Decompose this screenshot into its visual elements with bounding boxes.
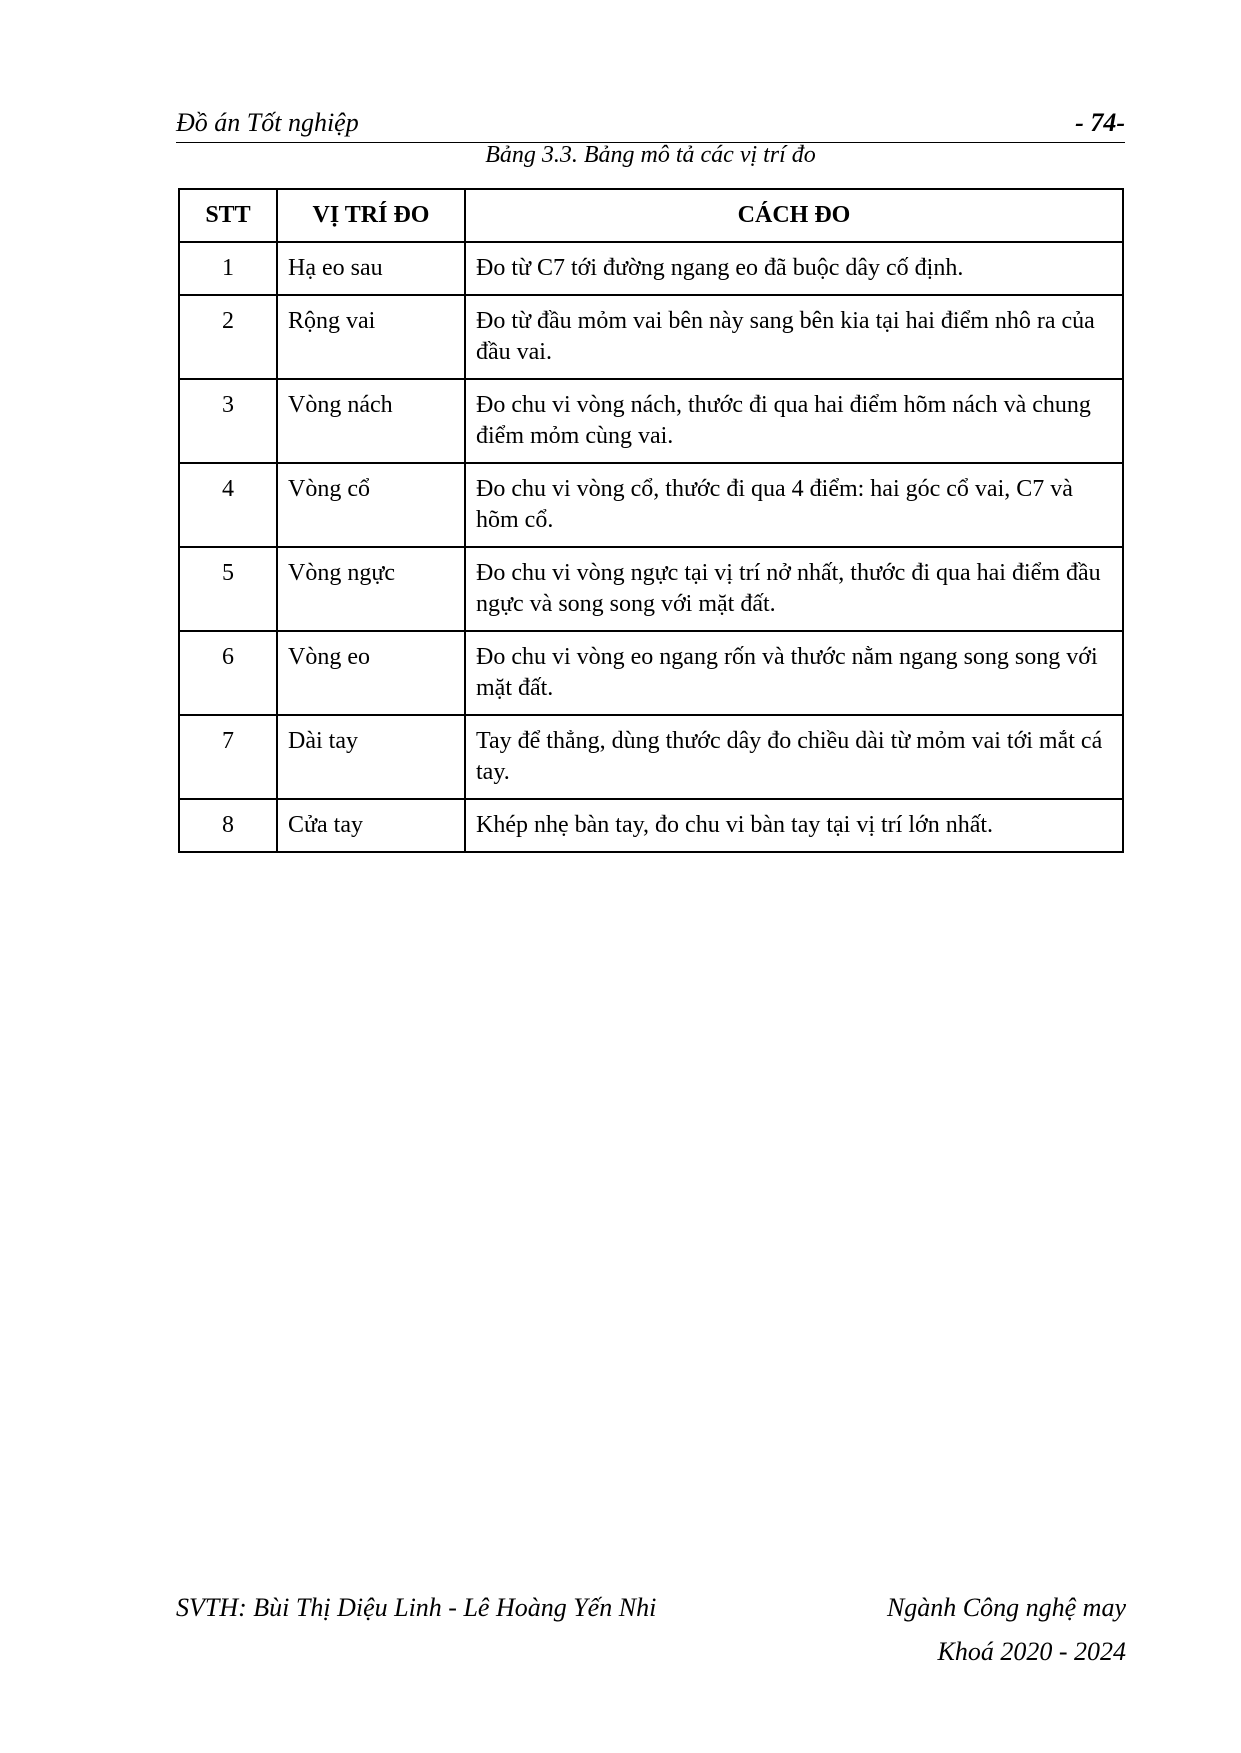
column-header-position: VỊ TRÍ ĐO <box>277 189 465 242</box>
table-row <box>179 547 1123 631</box>
row-position: Vòng ngực <box>277 547 465 631</box>
table-row <box>179 631 1123 715</box>
page-header <box>176 106 1125 143</box>
page-footer-right <box>868 1593 1126 1681</box>
row-method: Đo chu vi vòng nách, thước đi qua hai điểm hõm nách và chung điểm mỏm cùng vai. <box>465 379 1123 463</box>
table-row <box>179 799 1123 852</box>
row-method: Đo chu vi vòng eo ngang rốn và thước nằm ngang song song với mặt đất. <box>465 631 1123 715</box>
table-row <box>179 295 1123 379</box>
column-header-stt: STT <box>179 189 277 242</box>
row-position: Dài tay <box>277 715 465 799</box>
row-stt: 6 <box>179 631 277 715</box>
measurement-table <box>178 188 1124 853</box>
row-position: Vòng nách <box>277 379 465 463</box>
table-caption: Bảng 3.3. Bảng mô tả các vị trí đo <box>485 142 816 168</box>
row-position: Vòng cổ <box>277 463 465 547</box>
footer-authors: SVTH: Bùi Thị Diệu Linh - Lê Hoàng Yến Nhi <box>176 1593 657 1622</box>
row-stt: 2 <box>179 295 277 379</box>
column-header-method: CÁCH ĐO <box>465 189 1123 242</box>
page-number: - 74- <box>1075 108 1125 137</box>
row-stt: 7 <box>179 715 277 799</box>
row-method: Tay để thẳng, dùng thước dây đo chiều dài từ mỏm vai tới mắt cá tay. <box>465 715 1123 799</box>
footer-course: Khoá 2020 - 2024 <box>937 1637 1126 1666</box>
row-position: Cửa tay <box>277 799 465 852</box>
row-position: Hạ eo sau <box>277 242 465 295</box>
footer-major: Ngành Công nghệ may <box>886 1593 1126 1622</box>
table-row <box>179 715 1123 799</box>
row-stt: 8 <box>179 799 277 852</box>
row-stt: 4 <box>179 463 277 547</box>
table-row <box>179 463 1123 547</box>
row-position: Vòng eo <box>277 631 465 715</box>
row-method: Đo từ C7 tới đường ngang eo đã buộc dây cố định. <box>465 242 1123 295</box>
row-position: Rộng vai <box>277 295 465 379</box>
row-method: Đo từ đầu mỏm vai bên này sang bên kia tại hai điểm nhô ra của đầu vai. <box>465 295 1123 379</box>
table-header-row <box>179 189 1123 242</box>
row-method: Đo chu vi vòng cổ, thước đi qua 4 điểm: hai góc cổ vai, C7 và hõm cổ. <box>465 463 1123 547</box>
table-row <box>179 242 1123 295</box>
row-stt: 3 <box>179 379 277 463</box>
row-method: Đo chu vi vòng ngực tại vị trí nở nhất, thước đi qua hai điểm đầu ngực và song song với mặt đất. <box>465 547 1123 631</box>
row-stt: 5 <box>179 547 277 631</box>
row-stt: 1 <box>179 242 277 295</box>
table-row <box>179 379 1123 463</box>
document-title: Đồ án Tốt nghiệp <box>176 108 359 137</box>
row-method: Khép nhẹ bàn tay, đo chu vi bàn tay tại vị trí lớn nhất. <box>465 799 1123 852</box>
